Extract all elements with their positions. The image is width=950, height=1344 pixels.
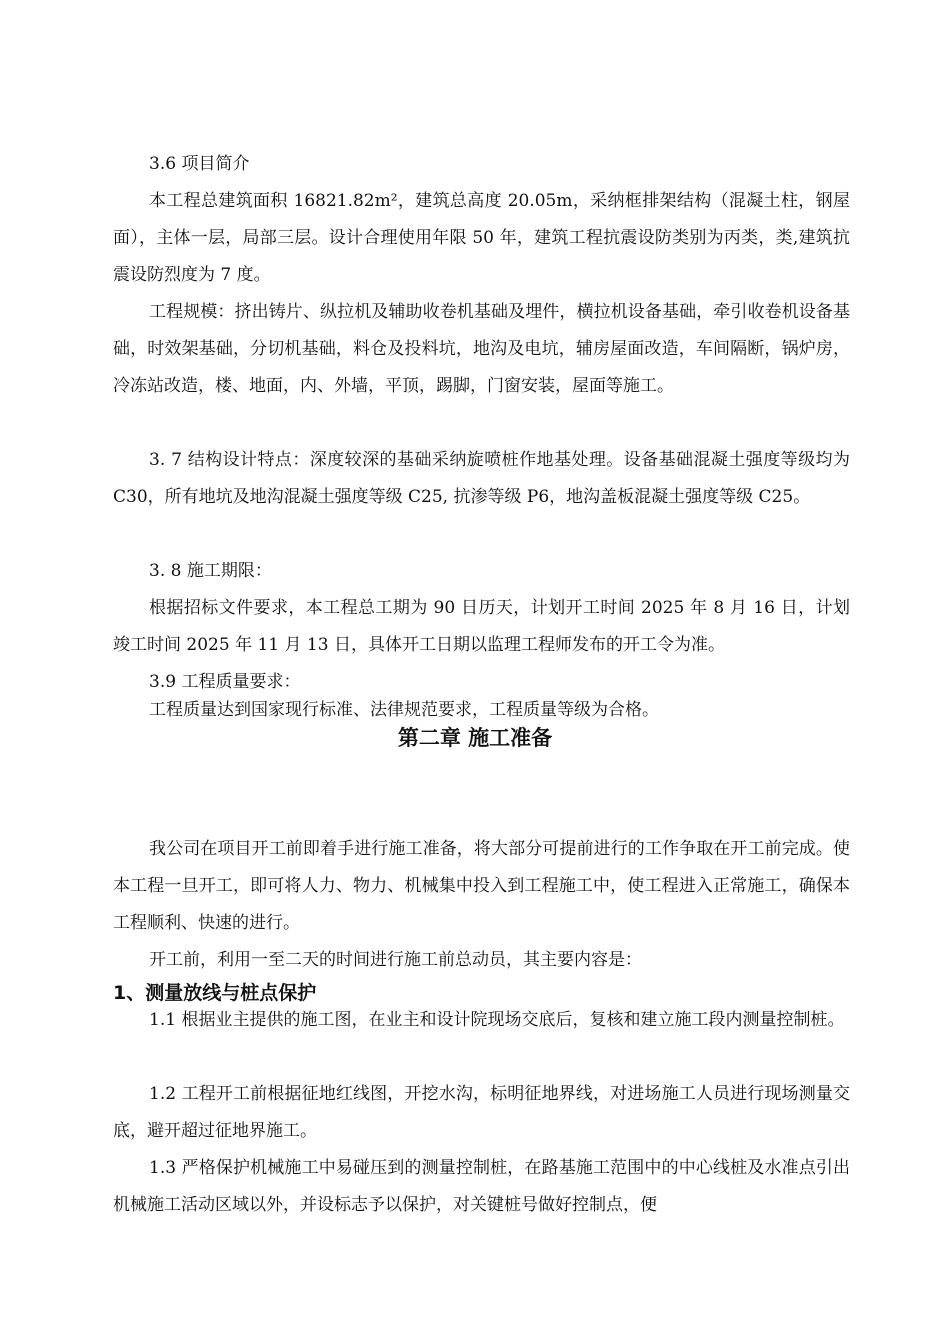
- chapter-title: 第二章 施工准备: [397, 726, 553, 750]
- section-3-6-paragraph-2: 工程规模：挤出铸片、纵拉机及辅助收卷机基础及埋件，横拉机设备基础，牵引收卷机设备基础，时效架基础，分切机基础，料仓及投料坑，地沟及电坑，辅房屋面改造，车间隔断，锅炉房，冷冻站改造，楼、地面，内、外墙，平顶，踢脚，门窗安装，屋面等施工。: [113, 302, 850, 396]
- section-3-8-paragraph: 根据招标文件要求，本工程总工期为 90 日历天，计划开工时间 2025 年 8 月 16 日，计划竣工时间 2025 年 11 月 13 日，具体开工日期以监理工程师发布的开工令为准。: [113, 598, 850, 655]
- section-3-9-heading: 3.9 工程质量要求：: [149, 672, 301, 692]
- section-1-title: 1、测量放线与桩点保护: [113, 982, 317, 1004]
- item-1-1-paragraph: 1.1 根据业主提供的施工图，在业主和设计院现场交底后，复核和建立施工段内测量控制桩。: [149, 1010, 845, 1030]
- section-3-9-paragraph: 工程质量达到国家现行标准、法律规范要求，工程质量等级为合格。: [149, 700, 659, 720]
- section-3-6-heading: 3.6 项目简介: [149, 154, 250, 174]
- section-3-8-heading: 3. 8 施工期限：: [149, 561, 272, 581]
- chapter-intro-paragraph-2: 开工前，利用一至二天的时间进行施工前总动员，其主要内容是：: [149, 950, 642, 970]
- item-1-2-paragraph: 1.2 工程开工前根据征地红线图，开挖水沟，标明征地界线，对进场施工人员进行现场测量交底，避开超过征地界施工。: [113, 1084, 850, 1141]
- item-1-3-paragraph: 1.3 严格保护机械施工中易碰压到的测量控制桩，在路基施工范围中的中心线桩及水准点引出机械施工活动区域以外，并设标志予以保护，对关键桩号做好控制点，便: [113, 1158, 850, 1215]
- section-3-6-paragraph-1: 本工程总建筑面积 16821.82m²，建筑总高度 20.05m，采纳框排架结构（混凝土柱，钢屋面），主体一层，局部三层。设计合理使用年限 50 年，建筑工程抗震设防类别为丙类，类,建筑抗震设防烈度为 7 度。: [113, 191, 850, 285]
- chapter-intro-paragraph-1: 我公司在项目开工前即着手进行施工准备，将大部分可提前进行的工作争取在开工前完成。使本工程一旦开工，即可将人力、物力、机械集中投入到工程施工中，使工程进入正常施工，确保本工程顺利、快速的进行。: [113, 839, 850, 933]
- section-3-7-paragraph: 3. 7 结构设计特点：深度较深的基础采纳旋喷桩作地基处理。设备基础混凝土强度等级均为 C30，所有地坑及地沟混凝土强度等级 C25, 抗渗等级 P6，地沟盖板混凝土强度等级 C25。: [113, 450, 850, 507]
